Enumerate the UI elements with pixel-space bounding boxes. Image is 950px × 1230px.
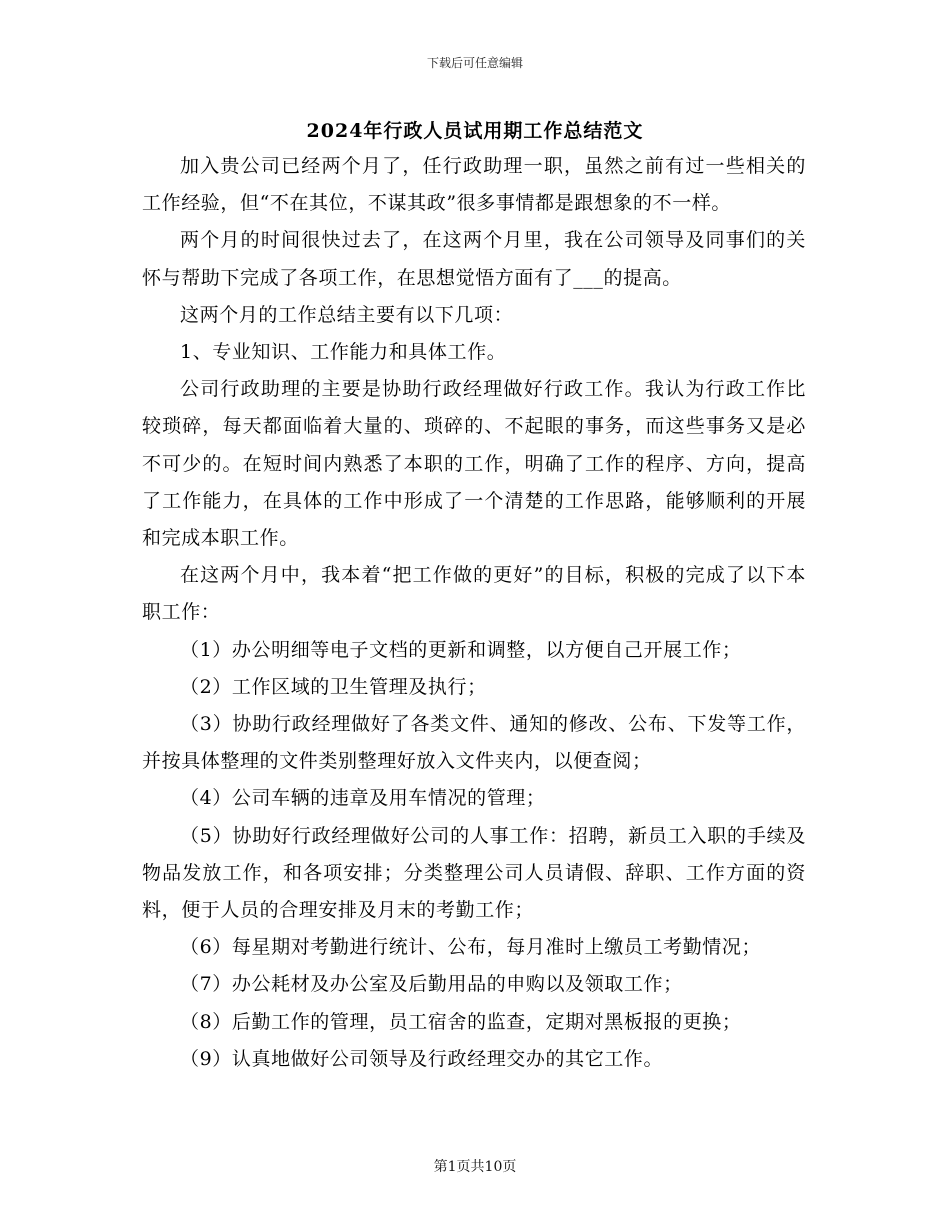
list-item: （5）协助好行政经理做好公司的人事工作：招聘，新员工入职的手续及物品发放工作，和各项安排；分类整理公司人员请假、辞职、工作方面的资料，便于人员的合理安排及月末的考勤工作； xyxy=(142,824,806,922)
list-item: （3）协助行政经理做好了各类文件、通知的修改、公布、下发等工作，并按具体整理的文件类别整理好放入文件夹内，以便查阅； xyxy=(142,713,806,773)
document-body xyxy=(142,148,806,1078)
document-title: 2024年行政人员试用期工作总结范文 xyxy=(306,120,644,142)
list-item: （1）办公明细等电子文档的更新和调整，以方便自己开展工作； xyxy=(180,638,742,661)
paragraph-summary-lead: 这两个月的工作总结主要有以下几项： xyxy=(180,303,514,326)
paragraph-role-description: 公司行政助理的主要是协助行政经理做好行政工作。我认为行政工作比较琐碎，每天都面临着大量的、琐碎的、不起眼的事务，而这些事务又是必不可少的。在短时间内熟悉了本职的工作，明确了工作的程序、方向，提高了工作能力，在具体的工作中形成了一个清楚的工作思路，能够顺利的开展和完成本职工作。 xyxy=(142,378,806,550)
list-item: （6）每星期对考勤进行统计、公布，每月准时上缴员工考勤情况； xyxy=(180,936,762,959)
paragraph-goal: 在这两个月中，我本着“把工作做的更好”的目标，积极的完成了以下本职工作： xyxy=(142,564,806,624)
section-heading-1: 1、专业知识、工作能力和具体工作。 xyxy=(180,341,507,364)
list-item: （8）后勤工作的管理，员工宿舍的监查，定期对黑板报的更换； xyxy=(180,1010,742,1033)
list-item: （4）公司车辆的违章及用车情况的管理； xyxy=(180,787,546,810)
list-item: （7）办公耗材及办公室及后勤用品的申购以及领取工作； xyxy=(180,973,683,996)
paragraph-intro: 加入贵公司已经两个月了，任行政助理一职，虽然之前有过一些相关的工作经验，但“不在其位，不谋其政”很多事情都是跟想象的不一样。 xyxy=(142,155,806,215)
header-note: 下载后可任意编辑 xyxy=(426,56,523,70)
list-item: （9）认真地做好公司领导及行政经理交办的其它工作。 xyxy=(180,1047,664,1070)
paragraph-two-months: 两个月的时间很快过去了，在这两个月里，我在公司领导及同事们的关怀与帮助下完成了各项工作，在思想觉悟方面有了___的提高。 xyxy=(142,229,806,289)
list-item: （2）工作区域的卫生管理及执行； xyxy=(180,675,487,698)
page-number: 第1页共10页 xyxy=(433,1159,517,1175)
